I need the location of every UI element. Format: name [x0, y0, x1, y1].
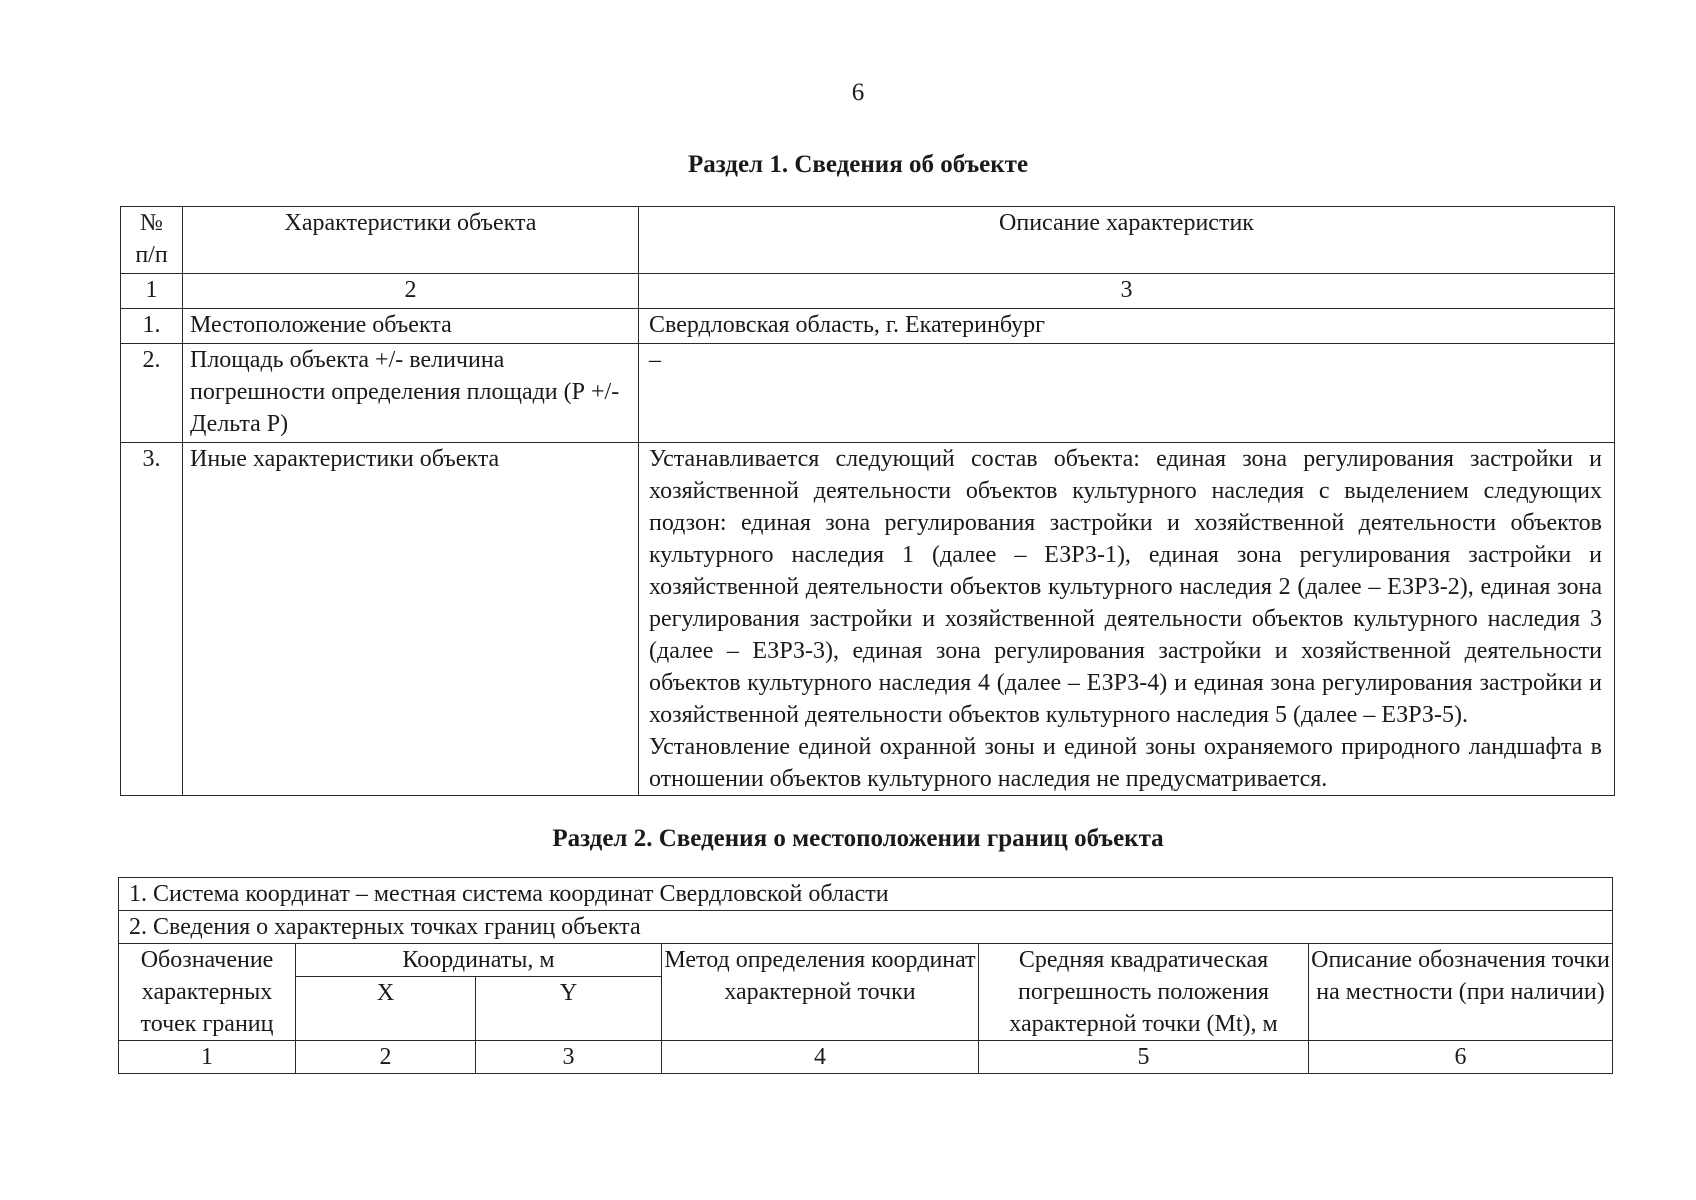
row-num: 3. [121, 443, 183, 796]
col-number-1: 1 [119, 1041, 296, 1074]
coordinate-system-cell: 1. Система координат – местная система координат Свердловской области [119, 878, 1613, 911]
coordinate-system-row [119, 878, 1613, 911]
points-info-cell: 2. Сведения о характерных точках границ объекта [119, 911, 1613, 944]
header-characteristics: Характеристики объекта [183, 207, 639, 274]
col-number-3: 3 [476, 1041, 662, 1074]
row-characteristic: Местоположение объекта [183, 309, 639, 344]
object-info-table [120, 206, 1615, 796]
table-row [121, 443, 1615, 796]
points-info-row [119, 911, 1613, 944]
header-num-cell [121, 207, 183, 274]
header-error: Средняя квадратическая погрешность положения характерной точки (Mt), м [979, 944, 1309, 1041]
table-header-row [121, 207, 1615, 274]
header-method: Метод определения координат характерной точки [662, 944, 979, 1041]
col-number-1: 1 [121, 274, 183, 309]
col-number-4: 4 [662, 1041, 979, 1074]
column-number-row [119, 1041, 1613, 1074]
page-number: 6 [851, 79, 865, 106]
header-designation: Обозначение характерных точек границ [119, 944, 296, 1041]
header-x: X [296, 977, 476, 1041]
table-header-row [119, 944, 1613, 977]
row-description: – [639, 344, 1615, 443]
col-number-6: 6 [1309, 1041, 1613, 1074]
col-number-2: 2 [296, 1041, 476, 1074]
column-number-row [121, 274, 1615, 309]
col-number-3: 3 [639, 274, 1615, 309]
row-description: Свердловская область, г. Екатеринбург [639, 309, 1615, 344]
row-characteristic: Иные характеристики объекта [183, 443, 639, 796]
row-num: 2. [121, 344, 183, 443]
section2-title: Раздел 2. Сведения о местоположении границ объекта [552, 825, 1164, 852]
header-num-line1: № [140, 210, 163, 236]
description-paragraph-1: Устанавливается следующий состав объекта: единая зона регулирования застройки и хозяйственной деятельности объектов культурного наследия с выделением следующих подзон: единая зона регулирования застройки и хозяйственной деятельности объектов культурного наследия 1 (далее – ЕЗРЗ-1), единая зона регулирования застройки и хозяйственной деятельности объектов культурного наследия 2 (далее – ЕЗРЗ-2), единая зона регулирования застройки и хозяйственной деятельности объектов культурного наследия 3 (далее – ЕЗРЗ-3), единая зона регулирования застройки и хозяйственной деятельности объектов культурного наследия 4 (далее – ЕЗРЗ-4) и единая зона регулирования застройки и хозяйственной деятельности объектов культурного наследия 5 (далее – ЕЗРЗ-5). [649, 446, 1602, 728]
col-number-2: 2 [183, 274, 639, 309]
section1-title: Раздел 1. Сведения об объекте [687, 151, 1029, 178]
boundary-points-table [118, 877, 1613, 1074]
header-description: Описание характеристик [639, 207, 1615, 274]
row-characteristic: Площадь объекта +/- величина погрешности определения площади (Р +/- Дельта Р) [183, 344, 639, 443]
row-num: 1. [121, 309, 183, 344]
table-row [121, 344, 1615, 443]
header-coordinates: Координаты, м [296, 944, 662, 977]
table-row [121, 309, 1615, 344]
description-paragraph-2: Установление единой охранной зоны и единой зоны охраняемого природного ландшафта в отношении объектов культурного наследия не предусматривается. [649, 734, 1602, 792]
header-y: Y [476, 977, 662, 1041]
row-description [639, 443, 1615, 796]
header-num-line2: п/п [135, 242, 168, 268]
col-number-5: 5 [979, 1041, 1309, 1074]
header-point-description: Описание обозначения точки на местности (при наличии) [1309, 944, 1613, 1041]
